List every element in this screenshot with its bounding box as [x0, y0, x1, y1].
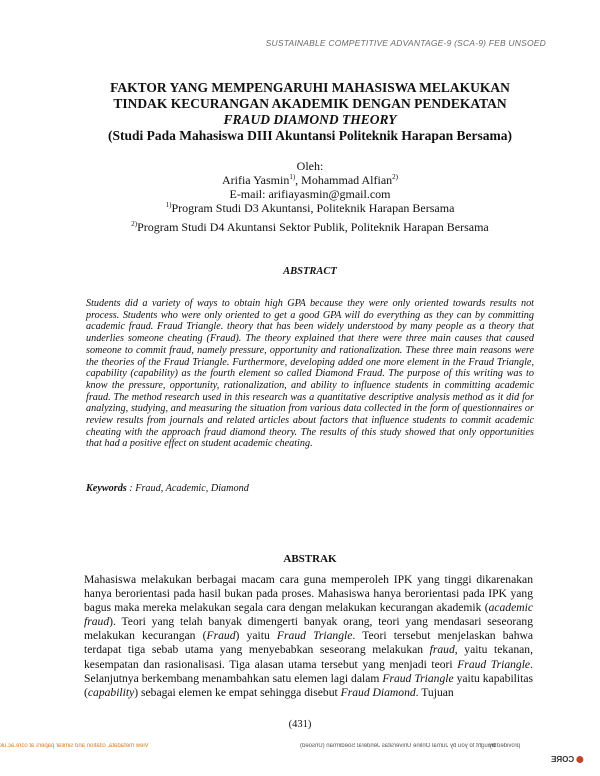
running-header: SUSTAINABLE COMPETITIVE ADVANTAGE-9 (SCA-9) FEB UNSOED [265, 38, 546, 48]
abstrak-italic: academic fraud [84, 601, 533, 629]
keywords [86, 483, 534, 494]
core-icon [576, 756, 583, 763]
affiliation-1 [40, 201, 580, 216]
abstrak-text: , yaitu tekanan, kesempatan dan rasionalisasi. Tiga alasan utama tersebut yang menjadi teori [84, 643, 533, 671]
abstrak-text: Mahasiswa melakukan berbagai macam cara guna memperoleh IPK yang tinggi dikarenakan hanya berorientasi pada hasil bukan pada proses. Mahasiswa hanya berorientasi pada IPK yang bagus maka mereka melakukan segala cara dengan melakukan kecurangan akademik ( [84, 573, 533, 615]
affiliation-2 [40, 220, 580, 235]
keywords-list: : Fraud, Academic, Diamond [126, 483, 249, 494]
core-banner [0, 740, 600, 754]
author-2-sup: 2) [392, 173, 398, 181]
abstrak-text: ). Teori yang telah banyak dimengerti banyak orang, teori yang mendasari seseorang melakukan kecurangan ( [84, 615, 533, 643]
title-line-1: FAKTOR YANG MEMPENGARUHI MAHASISWA MELAKUKAN [110, 80, 510, 95]
title-subtitle: (Studi Pada Mahasiswa DIII Akuntansi Politeknik Harapan Bersama) [108, 128, 512, 143]
author-by-label: Oleh: [296, 159, 324, 173]
core-label: CORE [550, 755, 574, 764]
author-1-sup: 1) [289, 173, 296, 181]
page-number: (431) [288, 719, 312, 730]
abstrak-italic: Fraud Triangle [382, 671, 454, 685]
abstrak-italic: Fraud Triangle [457, 657, 531, 671]
core-logo[interactable] [551, 755, 586, 764]
abstrak-heading: ABSTRAK [283, 553, 337, 565]
abstrak-body [84, 573, 533, 700]
keywords-label: Keywords [86, 483, 127, 494]
affiliation-2-sup: 2) [131, 220, 138, 228]
author-names [40, 173, 580, 188]
affiliation-1-sup: 1) [165, 201, 172, 209]
abstrak-italic: Fraud Diamond [340, 685, 416, 699]
abstrak-text: . Teori tersebut menjelaskan bahwa terdapat tiga sebab utama yang menyebabkan seseorang melakukan [84, 629, 534, 657]
affiliation-2-text: Program Studi D4 Akuntansi Sektor Publik, Politeknik Harapan Bersama [137, 220, 489, 234]
author-2: , Mohammad Alfian [295, 173, 393, 187]
abstrak-italic: Fraud Triangle [276, 629, 353, 643]
title-line-2: TINDAK KECURANGAN AKADEMIK DENGAN PENDEKATAN [113, 96, 507, 111]
abstract-body: Students did a variety of ways to obtain high GPA because they were only oriented towards results not process. Students who were only oriented to get a good GPA will do everything as they can by committing academic fraud. Fraud Triangle. theory that has been widely understood by many people as a theory that underlies someone cheating (Fraud). The theory explained that there were three main causes that caused someone to commit fraud, namely pressure, opportunity and rationalization. These three main reasons were the theories of the Fraud Triangle. Furthermore, developing added one more element in the Fraud Triangle, capability (capability) as the fourth element so called Diamond Fraud. The purpose of this writing was to know the pressure, opportunity, rationalization, and ability to influence students in committing academic fraud. The method research used in this research was a quantitative descriptive analysis method as it did for analyzing, studying, and measuring the situation from various data collected in the form of questionnaires or review results from journals and related articles about factors that influence students to commit academic cheating with the approach fraud diamond theory. The results of this study showed that only opportunities that had a positive effect on student academic cheating. [86, 298, 534, 450]
provided-by-text: provided by [488, 743, 520, 749]
provider-text: brought to you by Jurnal Online Universitas Jenderal Soedirman (Unsoed) [300, 743, 497, 749]
abstrak-text: yaitu kapabilitas ( [84, 671, 533, 699]
abstrak-italic: capability [87, 685, 135, 699]
author-1: Arifia Yasmin [221, 173, 290, 187]
abstrak-text: ) yaitu [235, 629, 277, 643]
abstrak-italic: Fraud [206, 629, 236, 643]
abstract-heading: ABSTRACT [283, 266, 337, 277]
abstrak-text: . Selanjutnya berkembang menambahkan satu elemen lagi dalam [84, 657, 533, 685]
affiliation-1-text: Program Studi D3 Akuntansi, Politeknik Harapan Bersama [171, 201, 455, 215]
metadata-link[interactable]: View metadata, citation and similar papers at core.ac.uk [0, 743, 149, 749]
author-email: E-mail: arifiayasmin@gmail.com [229, 187, 391, 201]
title-line-3: FRAUD DIAMOND THEORY [223, 112, 397, 127]
abstrak-italic: fraud [429, 643, 455, 657]
abstrak-text: ) sebagai elemen ke empat sehingga disebut [134, 685, 341, 699]
abstrak-text: . Tujuan [415, 685, 454, 699]
